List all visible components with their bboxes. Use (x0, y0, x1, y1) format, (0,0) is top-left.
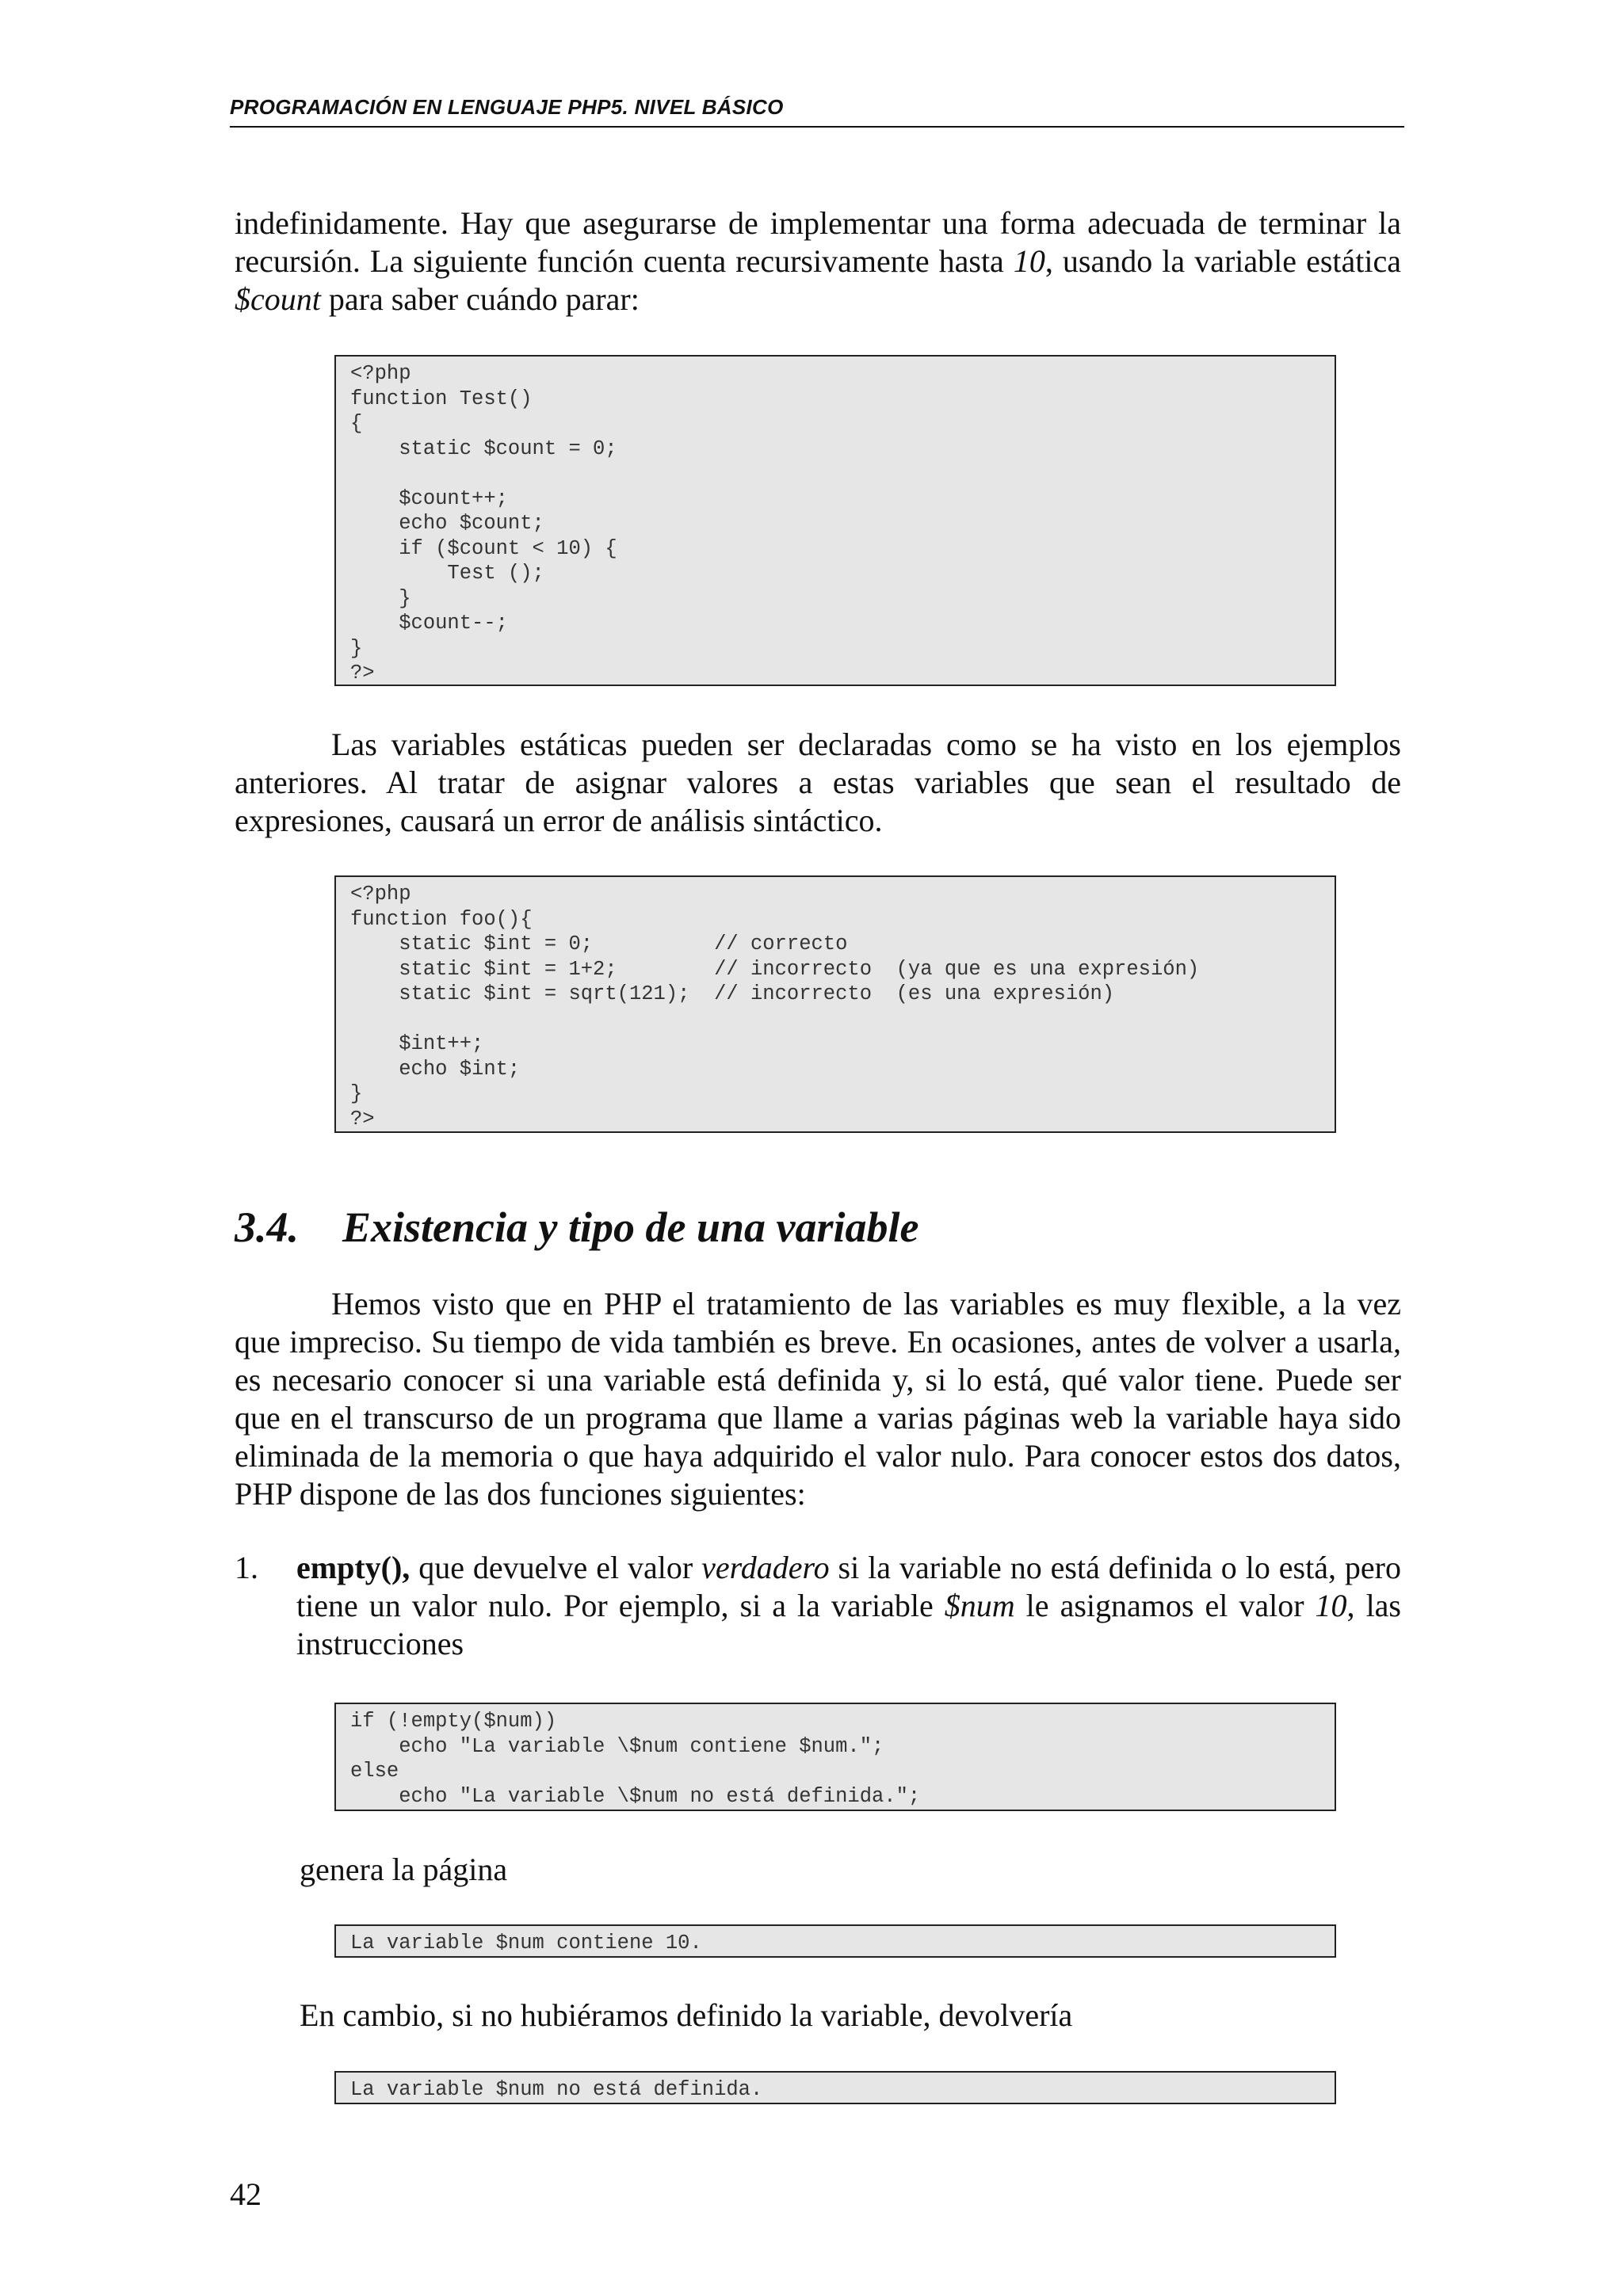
output-block-undefined (334, 2071, 1336, 2104)
page-number: 42 (230, 2176, 262, 2212)
paragraph-undefined-case: En cambio, si no hubiéramos definido la variable, devolvería (300, 1997, 1073, 2033)
running-header: PROGRAMACIÓN EN LENGUAJE PHP5. NIVEL BÁSICO (230, 95, 784, 119)
code-text: <?php function foo(){ static $int = 0; // correcto static $int = 1+2; // incorrecto (ya que es una expresión) static $int = sqrt(121); // incorrecto (es una expresión) $int++; echo $int; } ?> (350, 883, 1200, 1131)
header-rule (230, 126, 1404, 128)
code-text: if (!empty($num)) echo "La variable \$num contiene $num."; else echo "La variable \$num no está definida."; (350, 1710, 921, 1808)
code-block-empty-example (334, 1703, 1336, 1811)
section-title-text: Existencia y tipo de una variable (342, 1203, 919, 1251)
output-text: La variable $num contiene 10. (350, 1932, 702, 1955)
paragraph-generates-page: genera la página (300, 1852, 508, 1887)
output-text: La variable $num no está definida. (350, 2078, 763, 2101)
output-block-defined (334, 1924, 1336, 1958)
code-block-test-function (334, 355, 1336, 686)
section-heading (235, 1203, 1401, 1252)
list-item-text: empty(), que devuelve el valor verdadero si la variable no está definida o lo está, pero tiene un valor nulo. Por ejemplo, si a la variable $num le asignamos el valor 10, las instrucciones (296, 1550, 1401, 1661)
paragraph-variable-existence: Hemos visto que en PHP el tratamiento de las variables es muy flexible, a la vez que impreciso. Su tiempo de vida también es breve. En ocasiones, antes de volver a usarla, es necesario conocer si una variable está definida y, si lo está, qué valor tiene. Puede ser que en el transcurso de un programa que llame a varias páginas web la variable haya sido eliminada de la memoria o que haya adquirido el valor nulo. Para conocer estos dos datos, PHP dispone de las dos funciones siguientes: (235, 1286, 1401, 1512)
list-number: 1. (235, 1550, 258, 1585)
paragraph-recursion-intro: indefinidamente. Hay que asegurarse de implementar una forma adecuada de terminar la recursión. La siguiente función cuenta recursivamente hasta 10, usando la variable estática $count para saber cuándo parar: (235, 205, 1402, 317)
section-number: 3.4. (235, 1203, 299, 1251)
code-text: <?php function Test() { static $count = 0; $count++; echo $count; if ($count < 10) { Test (); } $count--; } ?> (350, 362, 617, 685)
code-block-foo-function (334, 875, 1336, 1133)
paragraph-static-variables: Las variables estáticas pueden ser declaradas como se ha visto en los ejemplos anteriores. Al tratar de asignar valores a estas variables que sean el resultado de expresiones, causará un error de análisis sintáctico. (235, 727, 1401, 838)
